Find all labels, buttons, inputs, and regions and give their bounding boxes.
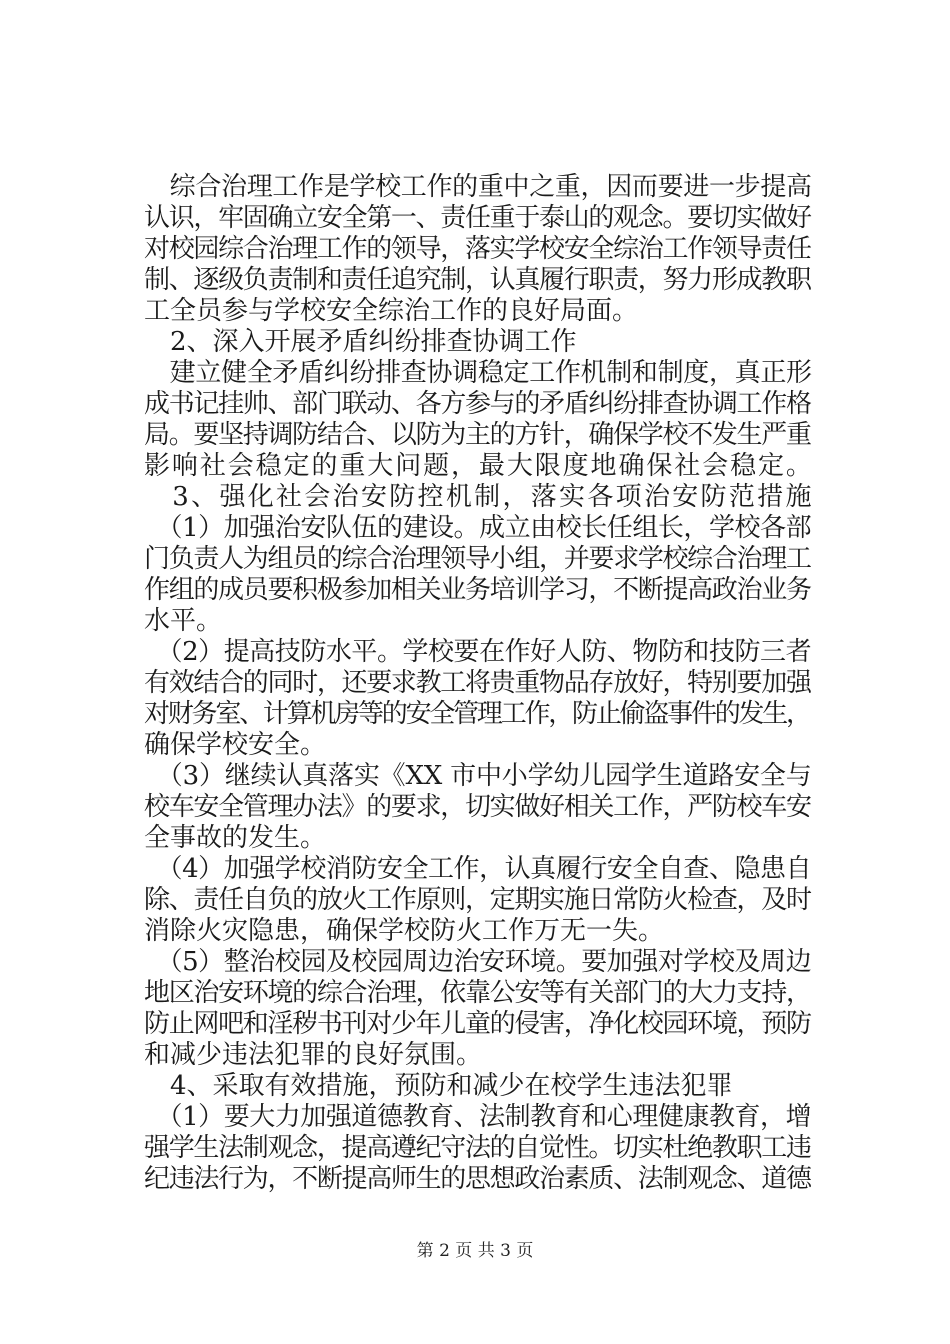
text-line: 作组的成员要积极参加相关业务培训学习，不断提高政治业务 bbox=[144, 575, 811, 605]
text-line: 3、强化社会治安防控机制，落实各项治安防范措施 bbox=[144, 482, 814, 512]
text-line: 局。要坚持调防结合、以防为主的方针，确保学校不发生严重 bbox=[144, 420, 811, 450]
text-line: 全事故的发生。 bbox=[144, 823, 327, 853]
text-line: 制、逐级负责制和责任追究制，认真履行职责，努力形成教职 bbox=[144, 265, 811, 295]
text-line: 建立健全矛盾纠纷排查协调稳定工作机制和制度，真正形 bbox=[144, 358, 812, 388]
text-line: （1）要大力加强道德教育、法制教育和心理健康教育，增 bbox=[144, 1102, 812, 1132]
text-line: 地区治安环境的综合治理，依靠公安等有关部门的大力支持， bbox=[144, 978, 811, 1008]
page-footer: 第 2 页 共 3 页 bbox=[416, 1241, 534, 1261]
text-line: 成书记挂帅、部门联动、各方参与的矛盾纠纷排查协调工作格 bbox=[144, 389, 811, 419]
text-line: 综合治理工作是学校工作的重中之重，因而要进一步提高 bbox=[144, 172, 812, 202]
text-line: 和减少违法犯罪的良好氛围。 bbox=[144, 1040, 483, 1070]
text-line: 认识，牢固确立安全第一、责任重于泰山的观念。要切实做好 bbox=[144, 203, 811, 233]
text-line: （1）加强治安队伍的建设。成立由校长任组长，学校各部 bbox=[144, 513, 812, 543]
text-line: 消除火灾隐患，确保学校防火工作万无一失。 bbox=[144, 916, 665, 946]
text-line: （4）加强学校消防安全工作，认真履行安全自查、隐患自 bbox=[144, 854, 812, 884]
text-line: 有效结合的同时，还要求教工将贵重物品存放好，特别要加强 bbox=[144, 668, 811, 698]
text-line: 门负责人为组员的综合治理领导小组，并要求学校综合治理工 bbox=[144, 544, 811, 574]
text-line: 强学生法制观念，提高遵纪守法的自觉性。切实杜绝教职工违 bbox=[144, 1133, 811, 1163]
text-line: 校车安全管理办法》的要求，切实做好相关工作，严防校车安 bbox=[144, 792, 811, 822]
text-line: 确保学校安全。 bbox=[144, 730, 327, 760]
text-line: 除、责任自负的放火工作原则，定期实施日常防火检查，及时 bbox=[144, 885, 811, 915]
text-line: 对财务室、计算机房等的安全管理工作，防止偷盗事件的发生， bbox=[144, 699, 810, 729]
text-line: 2、深入开展矛盾纠纷排查协调工作 bbox=[144, 327, 577, 357]
body-text bbox=[144, 172, 812, 1195]
text-line: 防止网吧和淫秽书刊对少年儿童的侵害，净化校园环境，预防 bbox=[144, 1009, 811, 1039]
text-line: 水平。 bbox=[144, 606, 223, 636]
text-line: （2）提高技防水平。学校要在作好人防、物防和技防三者 bbox=[144, 637, 812, 667]
text-line: 工全员参与学校安全综治工作的良好局面。 bbox=[144, 296, 639, 326]
text-line: 纪违法行为，不断提高师生的思想政治素质、法制观念、道德 bbox=[144, 1164, 811, 1194]
text-line: 影响社会稳定的重大问题，最大限度地确保社会稳定。 bbox=[144, 451, 814, 481]
text-line: （3）继续认真落实《XX 市中小学幼儿园学生道路安全与 bbox=[144, 761, 812, 791]
text-line: 4、采取有效措施，预防和减少在校学生违法犯罪 bbox=[144, 1071, 733, 1101]
text-line: （5）整治校园及校园周边治安环境。要加强对学校及周边 bbox=[144, 947, 812, 977]
text-line: 对校园综合治理工作的领导，落实学校安全综治工作领导责任 bbox=[144, 234, 811, 264]
